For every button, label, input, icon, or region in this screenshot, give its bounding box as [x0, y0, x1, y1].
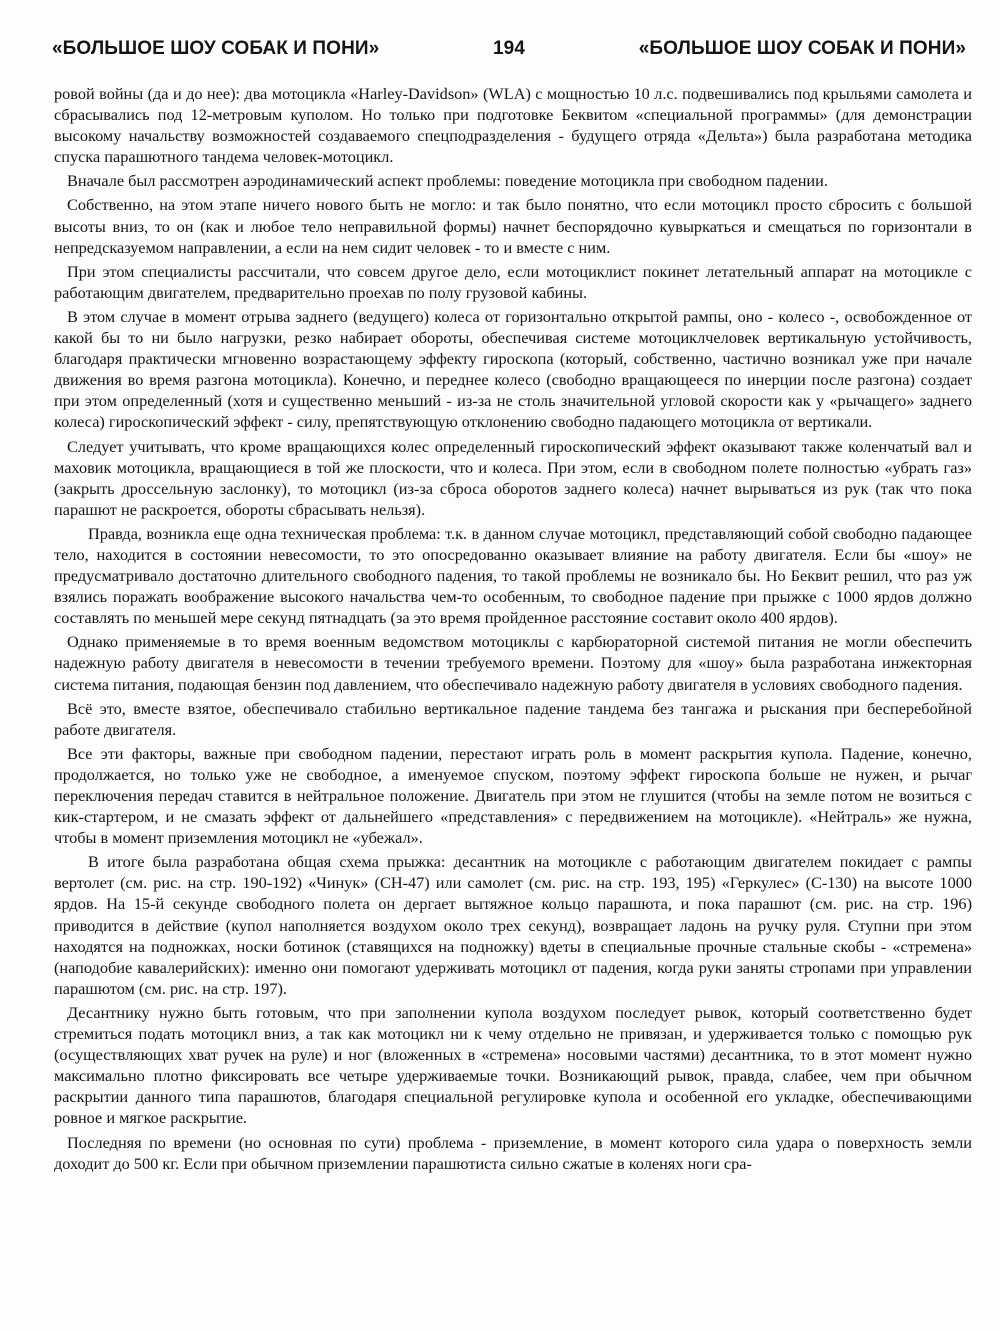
paragraph: В этом случае в момент отрыва заднего (ведущего) колеса от горизонтально открытой рампы, оно - колесо -, освобожденное от какой бы то ни было нагрузки, резко набирает обороты, обеспечивая системе мотоциклчеловек вертикальную устойчивость, благодаря практически мгновенно возрастающему эффекту гироскопа (который, собственно, частично возникал уже при начале движения во время разгона мотоцикла). Конечно, и переднее колесо (свободно вращающееся по инерции после разгона) создает при этом определенный (хотя и существенно меньший - из-за не столь значительной угловой скорости как у «рычащего» заднего колеса) гироскопический эффект - силу, препятствующую отклонению свободно падающего мотоцикла от вертикали.: [54, 306, 972, 432]
paragraph: Вначале был рассмотрен аэродинамический аспект проблемы: поведение мотоцикла при свободном падении.: [67, 171, 828, 191]
paragraph: В итоге была разработана общая схема прыжка: десантник на мотоцикле с работающим двигателем покидает с рампы вертолет (см. рис. на стр. 190-192) «Чинук» (CH-47) или самолет (см. рис. на стр. 193, 195) «Геркулес» (C-130) на высоте 1000 ярдов. На 15-й секунде свободного полета он дергает вытяжное кольцо парашюта, и пока парашют (см. рис. на стр. 196) приводится в действие (купол наполняется воздухом около трех секунд), возвращает ладонь на ручку руля. Ступни при этом находятся на подножках, носки ботинок (ставящихся на подножку) вдеты в специальные прочные стальные скобы - «стремена» (наподобие кавалерийских): именно они помогают удерживать мотоцикл от падения, когда руки заняты стропами при управлении парашютом (см. рис. на стр. 197).: [54, 852, 972, 998]
running-title-right: «БОЛЬШОЕ ШОУ СОБАК И ПОНИ»: [638, 38, 966, 59]
paragraph: Всё это, вместе взятое, обеспечивало стабильно вертикальное падение тандема без тангажа и рыскания при бесперебойной работе двигателя.: [54, 698, 972, 739]
paragraph: При этом специалисты рассчитали, что совсем другое дело, если мотоциклист покинет летательный аппарат на мотоцикле с работающим двигателем, предварительно проехав по полу грузовой кабины.: [54, 261, 972, 302]
body-text: [54, 83, 972, 1177]
paragraph: Собственно, на этом этапе ничего нового быть не могло: и так было понятно, что если мотоцикл просто сбросить с большой высоты вниз, то он (как и любое тело неправильной формы) начнет беспорядочно кувыркаться и смещаться по горизонтали в непредсказуемом направлении, а если на нем сидит человек - то и вместе с ним.: [54, 195, 972, 257]
paragraph: ровой войны (да и до нее): два мотоцикла «Harley-Davidson» (WLA) с мощностью 10 л.с. подвешивались под крыльями самолета и сбрасывались под 12-метровым куполом. Но только при подготовке Беквитом «специальной программы» (для демонстрации высокому начальству возможностей создаваемого спецподразделения - будущего отряда «Дельта») была разработана методика спуска парашютного тандема человек-мотоцикл.: [54, 84, 972, 167]
page-number: 194: [492, 38, 525, 59]
paragraph: Последняя по времени (но основная по сути) проблема - приземление, в момент которого сила удара о поверхность земли доходит до 500 кг. Если при обычном приземлении парашютиста сильно сжатые в коленях ноги сра-: [54, 1132, 972, 1173]
running-title-left: «БОЛЬШОЕ ШОУ СОБАК И ПОНИ»: [52, 38, 380, 59]
running-header: [52, 38, 966, 68]
paragraph: Все эти факторы, важные при свободном падении, перестают играть роль в момент раскрытия купола. Падение, конечно, продолжается, но только уже не свободное, а именуемое спуском, поэтому эффект гироскопа больше не нужен, и рычаг переключения передач ставится в нейтральное положение. Двигатель при этом не глушится (чтобы на земле потом не возиться с кик-стартером, и не смазать эффект от дальнейшего «представления» с передвижением на мотоцикле). «Нейтраль» же нужна, чтобы в момент приземления мотоцикл не «убежал».: [54, 743, 972, 848]
paragraph: Следует учитывать, что кроме вращающихся колес определенный гироскопический эффект оказывают также коленчатый вал и маховик мотоцикла, вращающиеся в той же плоскости, что и колеса. При этом, если в свободном полете полностью «убрать газ» (закрыть дроссельную заслонку), то мотоцикл (из-за сброса оборотов заднего колеса) начнет вырываться из рук (так что пока парашют не раскроется, обороты сбрасывать нельзя).: [54, 436, 972, 519]
paragraph: Однако применяемые в то время военным ведомством мотоциклы с карбюраторной системой питания не могли обеспечить надежную работу двигателя в невесомости в течении требуемого времени. Поэтому для «шоу» была разработана инжекторная система питания, подающая бензин под давлением, что обеспечивало надежную работу двигателя в условиях свободного падения.: [54, 632, 972, 694]
paragraph: Правда, возникла еще одна техническая проблема: т.к. в данном случае мотоцикл, представляющий собой свободно падающее тело, находится в состоянии невесомости, то это опосредованно оказывает влияние на работу двигателя. Если бы «шоу» не предусматривало достаточно длительного свободного падения, то такой проблемы не возникало бы. Но Беквит решил, что раз уж взялись поражать воображение высокого начальства чем-то особенным, то свободное падение при прыжке с 1000 ярдов должно составлять по меньшей мере секунд пятнадцать (за это время пройденное расстояние составит около 400 ярдов).: [54, 523, 972, 628]
paragraph: Десантнику нужно быть готовым, что при заполнении купола воздухом последует рывок, который соответственно будет стремиться подать мотоцикл вниз, а так как мотоцикл ни к чему отдельно не привязан, и удерживается только с помощью рук (осуществляющих хват ручек на руле) и ног (вложенных в «стремена» носовыми частями) десантника, то в этот момент нужно максимально плотно фиксировать все четыре удерживаемые точки. Возникающий рывок, правда, слабее, чем при обычном раскрытии данного типа парашютов, благодаря специальной регулировке купола и особенной его укладке, обеспечивающими ровное и мягкое раскрытие.: [54, 1002, 972, 1128]
